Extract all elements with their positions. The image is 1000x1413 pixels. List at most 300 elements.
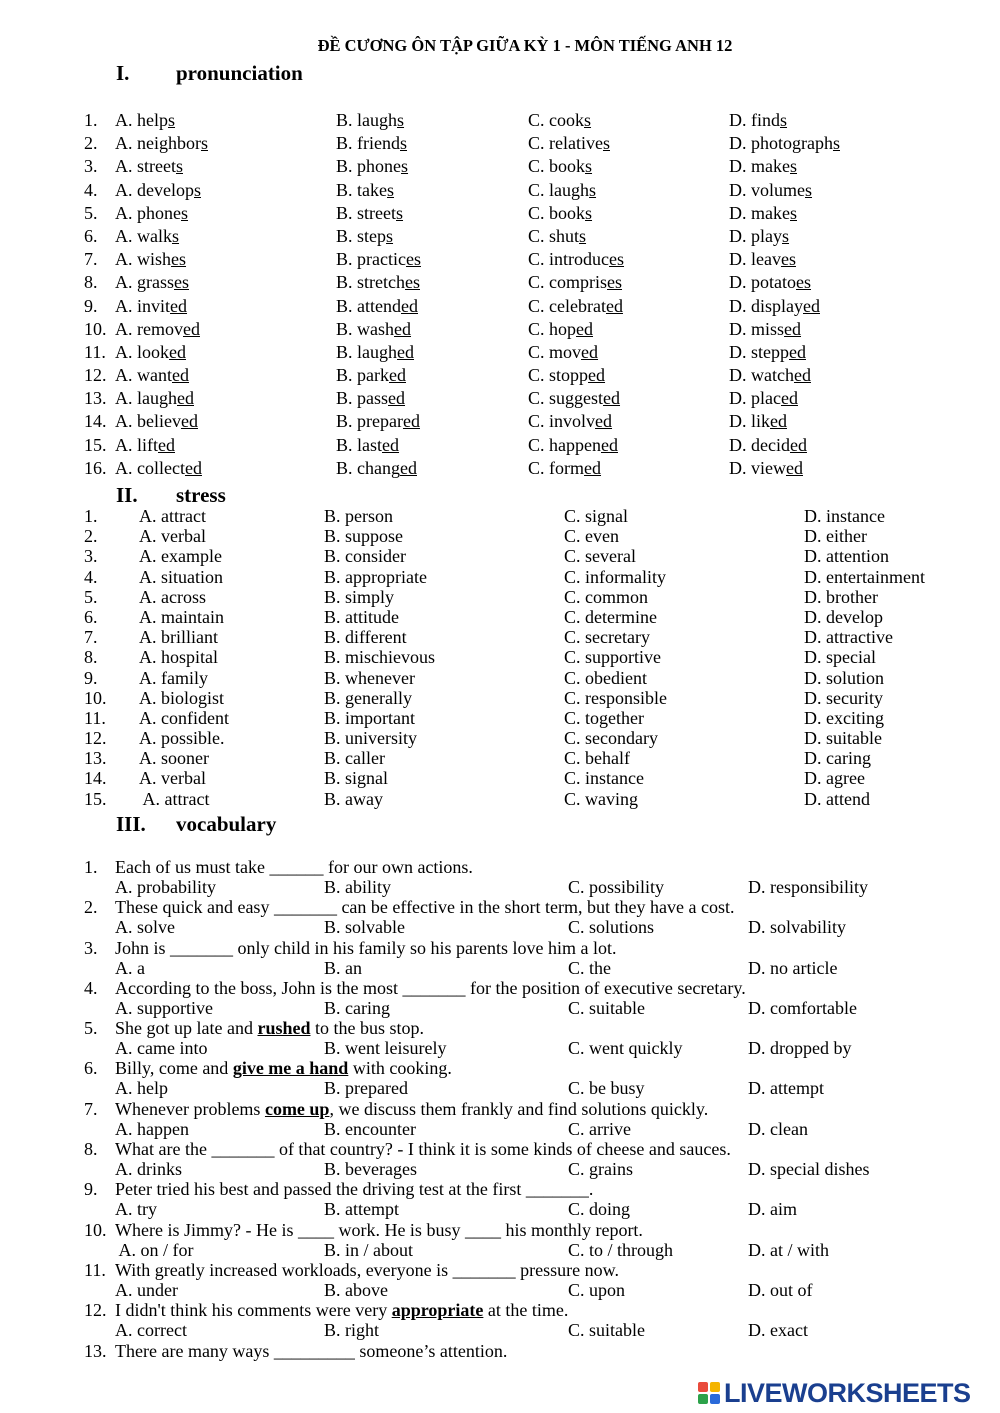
option-letter: C. [528, 272, 550, 293]
underlined-ending: s [789, 202, 797, 223]
option-letter: C. [528, 133, 550, 154]
option-letter: D. [729, 133, 751, 154]
stress-row [84, 789, 984, 809]
option-word-stem: plac [751, 388, 781, 409]
option-d [729, 411, 787, 432]
option-a [115, 458, 202, 479]
question-number: 4. [84, 179, 98, 200]
option-c: C. several [564, 546, 636, 567]
option-c: C. suitable [568, 1320, 645, 1341]
option-letter: B. [336, 272, 358, 293]
option-word-stem: street [357, 202, 396, 223]
option-letter: B. [336, 295, 358, 316]
option-b: B. caller [324, 748, 385, 769]
option-letter: D. [729, 388, 751, 409]
vocab-question [84, 1139, 984, 1179]
option-b [336, 249, 421, 270]
question-number: 2. [84, 897, 98, 918]
stress-row [84, 647, 984, 667]
pronunciation-row [84, 156, 984, 179]
pronunciation-row [84, 388, 984, 411]
option-a [115, 226, 179, 247]
option-letter: D. [729, 295, 751, 316]
stress-row [84, 708, 984, 728]
question-number: 7. [84, 1098, 98, 1119]
vocab-question [84, 1220, 984, 1260]
option-c: C. together [564, 707, 644, 728]
option-d: D. comfortable [748, 997, 857, 1018]
option-b: B. ability [324, 877, 391, 897]
option-word-stem: shut [549, 225, 580, 246]
option-d: D. either [804, 526, 867, 547]
option-letter: B. [336, 318, 358, 339]
option-a [115, 365, 189, 386]
option-a: A. on / for [115, 1239, 194, 1260]
underlined-ending: s [585, 156, 593, 177]
option-word-stem: pass [357, 388, 389, 409]
option-c: C. suitable [568, 997, 645, 1018]
question-number: 2. [84, 526, 98, 547]
option-c: C. be busy [568, 1078, 645, 1099]
question-number: 11. [84, 341, 106, 362]
question-number: 6. [84, 1058, 98, 1079]
option-c [528, 319, 593, 340]
option-d: D. exciting [804, 707, 884, 728]
question-number: 1. [84, 110, 98, 130]
option-letter: A. [115, 341, 137, 362]
option-letter: C. [528, 179, 550, 200]
option-b: B. encounter [324, 1118, 416, 1139]
underlined-ending: ed [172, 365, 189, 386]
option-a: A. drinks [115, 1159, 182, 1180]
stem-text: John is _______ only child in his family so his parents love him a lot. [115, 937, 617, 958]
option-letter: D. [729, 318, 751, 339]
option-b: B. solvable [324, 917, 405, 938]
option-d: D. clean [748, 1118, 808, 1139]
answer-options [84, 1159, 984, 1179]
underlined-ending: s [386, 225, 394, 246]
underlined-ending: s [589, 179, 597, 200]
stem-text: I didn't think his comments were very [115, 1300, 392, 1321]
option-word-stem: book [549, 156, 586, 177]
underlined-ending: es [796, 272, 811, 293]
option-word-stem: park [357, 365, 389, 386]
underlined-ending: es [171, 249, 187, 270]
option-a [115, 110, 175, 131]
option-word-stem: phone [137, 202, 181, 223]
underlined-ending: s [602, 133, 610, 154]
underlined-ending: s [584, 110, 592, 130]
option-c: C. signal [564, 506, 629, 526]
option-letter: D. [729, 411, 751, 432]
option-letter: C. [528, 318, 550, 339]
option-c [528, 272, 622, 293]
question-number: 7. [84, 249, 98, 270]
option-word-stem: stopp [549, 365, 589, 386]
option-letter: D. [729, 272, 751, 293]
option-word-stem: street [137, 156, 176, 177]
option-c [528, 411, 612, 432]
underlined-ending: s [181, 202, 189, 223]
option-b: B. person [324, 506, 393, 526]
question-number: 10. [84, 318, 107, 339]
pronunciation-row [84, 133, 984, 156]
option-letter: D. [729, 110, 751, 130]
pronunciation-row [84, 203, 984, 226]
option-word-stem: introduc [549, 249, 610, 270]
underlined-ending: s [200, 133, 208, 154]
stress-row [84, 587, 984, 607]
option-letter: C. [528, 295, 550, 316]
option-word-stem: walk [137, 225, 172, 246]
option-a [115, 296, 187, 317]
question-number: 16. [84, 457, 107, 478]
question-stem [115, 897, 734, 918]
stress-row [84, 668, 984, 688]
underlined-ending: ed [803, 295, 820, 316]
option-d: D. responsibility [748, 877, 868, 897]
option-word-stem: mov [549, 341, 582, 362]
stem-text: What are the _______ of that country? - I think it is some kinds of cheese and sauces. [115, 1139, 731, 1160]
option-b: B. attempt [324, 1199, 399, 1220]
option-b: B. different [324, 627, 407, 648]
question-number: 5. [84, 586, 98, 607]
option-word-stem: wish [137, 249, 172, 270]
option-d [729, 342, 806, 363]
stem-text: Where is Jimmy? - He is ____ work. He is busy ____ his monthly report. [115, 1219, 643, 1240]
option-d: D. out of [748, 1279, 813, 1300]
option-letter: D. [729, 434, 751, 455]
vocab-question [84, 1099, 984, 1139]
stem-text: She got up late and [115, 1018, 258, 1039]
question-number: 9. [84, 295, 98, 316]
pronunciation-row [84, 296, 984, 319]
option-word-stem: decid [751, 434, 790, 455]
option-b: B. whenever [324, 667, 415, 688]
option-d: D. attention [804, 546, 889, 567]
option-a: A. attract [139, 788, 210, 809]
option-c: C. went quickly [568, 1038, 683, 1059]
option-a [115, 411, 198, 432]
option-word-stem: make [751, 156, 790, 177]
question-number: 10. [84, 687, 107, 708]
option-word-stem: phone [357, 156, 402, 177]
option-letter: C. [528, 249, 550, 270]
option-b [336, 180, 394, 201]
option-letter: A. [115, 225, 137, 246]
option-d: D. suitable [804, 728, 882, 749]
option-d [729, 110, 787, 131]
option-a: A. situation [139, 566, 223, 587]
option-d [729, 133, 840, 154]
logo-text: LIVEWORKSHEETS [724, 1377, 971, 1408]
option-word-stem: play [751, 225, 782, 246]
option-d: D. attend [804, 788, 870, 809]
stem-text: Peter tried his best and passed the driving test at the first _______. [115, 1179, 594, 1200]
option-letter: D. [729, 156, 751, 177]
vocab-question [84, 1300, 984, 1340]
option-word-stem: find [751, 110, 780, 130]
option-a [115, 180, 201, 201]
option-b: B. suppose [324, 526, 404, 547]
option-a: A. supportive [115, 997, 213, 1018]
option-c: C. even [564, 526, 619, 547]
underlined-ending: s [397, 110, 405, 130]
option-letter: A. [115, 249, 137, 270]
option-letter: D. [729, 457, 751, 478]
option-c [528, 180, 596, 201]
option-b: B. went leisurely [324, 1038, 447, 1059]
underlined-ending: ed [169, 341, 187, 362]
pronunciation-row [84, 435, 984, 458]
underlined-ending: s [585, 202, 593, 223]
option-letter: C. [528, 156, 550, 177]
underlined-ending: ed [180, 411, 198, 432]
option-c [528, 435, 618, 456]
answer-options [84, 877, 984, 897]
stress-row [84, 688, 984, 708]
option-d: D. aim [748, 1199, 797, 1220]
option-letter: A. [115, 457, 137, 478]
question-number: 5. [84, 202, 98, 223]
option-word-stem: laugh [357, 341, 398, 362]
option-letter: B. [336, 457, 358, 478]
option-b: B. appropriate [324, 566, 427, 587]
underlined-ending: ed [789, 341, 806, 362]
option-word-stem: practic [357, 249, 406, 270]
option-letter: C. [528, 457, 550, 478]
pronunciation-row [84, 180, 984, 203]
underlined-ending: ed [576, 318, 594, 339]
underlined-ending: ed [401, 295, 418, 316]
option-letter: B. [336, 388, 358, 409]
stem-text-end: with cooking. [348, 1058, 452, 1079]
question-number: 7. [84, 627, 98, 648]
question-number: 6. [84, 225, 98, 246]
question-stem [115, 1099, 708, 1120]
underlined-ending: s [168, 110, 176, 130]
underlined-ending: s [832, 133, 840, 154]
option-c: C. secondary [564, 728, 658, 749]
underlined-ending: s [789, 156, 797, 177]
option-b [336, 110, 404, 131]
vocab-question [84, 1260, 984, 1300]
option-d: D. attractive [804, 627, 893, 648]
stem-text: With greatly increased workloads, everyone is _______ pressure now. [115, 1259, 619, 1280]
option-word-stem: make [751, 202, 790, 223]
question-number: 3. [84, 546, 98, 567]
underlined-ending: s [396, 202, 404, 223]
underlined-ending: s [175, 156, 183, 177]
option-c [528, 365, 605, 386]
option-a: A. example [139, 546, 222, 567]
option-word-stem: laugh [137, 388, 177, 409]
option-c: C. informality [564, 566, 666, 587]
option-b: B. away [324, 788, 383, 809]
question-number: 4. [84, 977, 98, 998]
option-c: C. supportive [564, 647, 661, 668]
option-d [729, 388, 798, 409]
option-letter: A. [115, 434, 137, 455]
option-c [528, 342, 598, 363]
option-word-stem: cook [549, 110, 585, 130]
vocabulary-list [84, 857, 984, 1341]
underlined-ending: ed [397, 341, 415, 362]
option-b [336, 411, 420, 432]
option-letter: B. [336, 365, 358, 386]
option-a [115, 156, 183, 177]
keyword: give me a hand [232, 1058, 349, 1079]
option-word-stem: prepar [357, 411, 403, 432]
question-stem [115, 1179, 593, 1200]
option-word-stem: watch [751, 365, 794, 386]
pronunciation-row [84, 365, 984, 388]
option-word-stem: compris [549, 272, 608, 293]
question-number: 10. [84, 1219, 107, 1240]
option-a [115, 435, 175, 456]
option-a [115, 342, 186, 363]
option-d [729, 180, 812, 201]
option-d: D. at / with [748, 1239, 829, 1260]
underlined-ending: s [805, 179, 813, 200]
underlined-ending: ed [158, 434, 175, 455]
underlined-ending: ed [595, 411, 613, 432]
question-number: 8. [84, 272, 98, 293]
option-b: B. important [324, 707, 415, 728]
option-letter: C. [528, 225, 550, 246]
option-c: C. common [564, 586, 648, 607]
option-a: A. verbal [139, 526, 206, 547]
question-number: 14. [84, 768, 107, 789]
underlined-ending: ed [770, 411, 788, 432]
option-a [115, 133, 208, 154]
option-a: A. help [115, 1078, 168, 1099]
answer-options [84, 1119, 984, 1139]
option-word-stem: look [137, 341, 170, 362]
underlined-ending: s [387, 179, 395, 200]
option-letter: C. [528, 434, 550, 455]
option-c: C. responsible [564, 687, 667, 708]
question-stem [115, 1058, 452, 1079]
option-c: C. arrive [568, 1118, 631, 1139]
option-a: A. try [115, 1199, 157, 1220]
keyword: appropriate [391, 1300, 484, 1321]
underlined-ending: ed [603, 388, 621, 409]
option-d: D. develop [804, 606, 883, 627]
option-letter: C. [528, 365, 550, 386]
option-d [729, 435, 807, 456]
underlined-ending: ed [388, 388, 406, 409]
option-word-stem: help [137, 110, 168, 130]
option-letter: A. [115, 202, 137, 223]
option-word-stem: develop [137, 179, 194, 200]
option-word-stem: take [357, 179, 387, 200]
option-d: D. entertainment [804, 566, 925, 587]
liveworksheets-logo [698, 1378, 971, 1408]
option-word-stem: potato [751, 272, 796, 293]
underlined-ending: s [401, 156, 409, 177]
question-stem [115, 1220, 643, 1241]
option-d: D. special dishes [748, 1159, 870, 1180]
option-word-stem: celebrat [549, 295, 606, 316]
option-d [729, 226, 789, 247]
pronunciation-row [84, 319, 984, 342]
option-b: B. simply [324, 586, 395, 607]
question-number: 9. [84, 667, 98, 688]
option-word-stem: relative [549, 133, 603, 154]
question-stem [115, 857, 473, 878]
option-a: A. correct [115, 1320, 187, 1341]
option-c: C. grains [568, 1159, 633, 1180]
option-d: D. dropped by [748, 1038, 852, 1059]
option-c: C. secretary [564, 627, 650, 648]
option-word-stem: lik [751, 411, 771, 432]
option-d [729, 249, 796, 270]
option-letter: D. [729, 365, 751, 386]
underlined-ending: es [780, 249, 796, 270]
option-letter: A. [115, 411, 137, 432]
pronunciation-row [84, 411, 984, 434]
keyword: come up [264, 1098, 330, 1119]
option-b: B. attitude [324, 606, 399, 627]
question-stem [115, 978, 746, 999]
pronunciation-row [84, 110, 984, 133]
option-c: C. doing [568, 1199, 631, 1220]
option-b: B. an [324, 957, 362, 978]
option-letter: A. [115, 295, 137, 316]
option-letter: A. [115, 318, 137, 339]
underlined-ending: ed [170, 295, 188, 316]
vocab-question [84, 978, 984, 1018]
option-b: B. above [324, 1279, 388, 1300]
underlined-ending: ed [389, 365, 406, 386]
option-c [528, 458, 601, 479]
option-a [115, 319, 200, 340]
option-word-stem: wash [357, 318, 395, 339]
option-letter: A. [115, 110, 137, 130]
option-letter: C. [528, 110, 550, 130]
stem-text: Whenever problems [115, 1098, 265, 1119]
option-b [336, 272, 420, 293]
underlined-ending: ed [581, 341, 599, 362]
option-c: C. behalf [564, 748, 630, 769]
option-word-stem: involv [549, 411, 596, 432]
question-number: 13. [84, 748, 107, 769]
option-d: D. agree [804, 768, 865, 789]
option-word-stem: last [357, 434, 383, 455]
option-letter: B. [336, 202, 358, 223]
question-number: 12. [84, 1300, 107, 1321]
option-letter: D. [729, 202, 751, 223]
option-a: A. hospital [139, 647, 218, 668]
question-number: 3. [84, 156, 98, 177]
stress-row [84, 567, 984, 587]
option-d [729, 458, 803, 479]
option-d [729, 203, 797, 224]
option-letter: B. [336, 133, 358, 154]
option-b: B. generally [324, 687, 412, 708]
option-letter: D. [729, 249, 751, 270]
stem-text: According to the boss, John is the most _______ for the position of executive secretary. [115, 977, 746, 998]
option-b: B. in / about [324, 1239, 413, 1260]
underlined-ending: s [400, 133, 408, 154]
stress-row [84, 526, 984, 546]
option-a: A. solve [115, 917, 175, 938]
underlined-ending: s [579, 225, 587, 246]
question-stem [115, 1260, 619, 1281]
option-b: B. mischievous [324, 647, 435, 668]
option-word-stem: suggest [549, 388, 604, 409]
